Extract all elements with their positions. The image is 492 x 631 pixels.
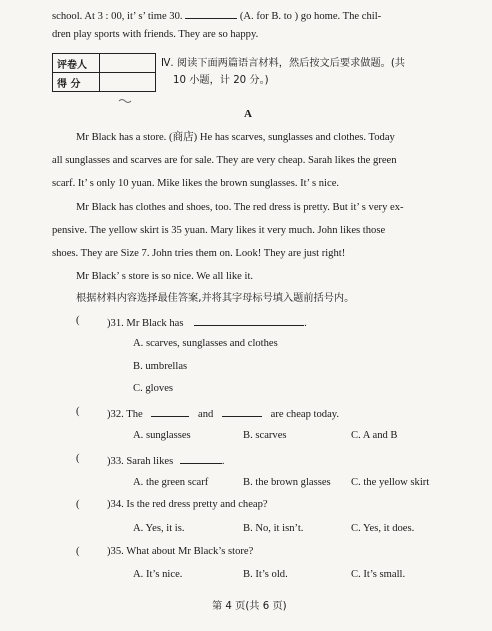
passage-title: A (244, 108, 252, 120)
passage-p1-line2: all sunglasses and scarves are for sale. They are very cheap. Sarah likes the green (52, 155, 397, 166)
section-heading-line1: Ⅳ. 阅读下面两篇语言材料，然后按文后要求做题。(共 (161, 58, 405, 69)
grader-cell[interactable] (100, 54, 156, 73)
passage-p2-line1: Mr Black has clothes and shoes, too. The red dress is pretty. But it’ s very ex- (76, 202, 404, 213)
line1-part-a: school. At 3 : 00, it’ s’ time 30. (52, 11, 183, 22)
q35-option-c[interactable]: C. It’s small. (351, 569, 406, 580)
q31-option-a[interactable]: A. scarves, sunglasses and clothes (133, 338, 278, 349)
q31-paren[interactable]: ( (76, 315, 80, 326)
q35-option-a[interactable]: A. It’s nice. (133, 569, 183, 580)
continued-text-line1 (52, 7, 381, 24)
q34-option-c[interactable]: C. Yes, it does. (351, 523, 415, 534)
passage-p1-line1: Mr Black has a store. (商店) He has scarves, sunglasses and clothes. Today (76, 132, 395, 143)
q32-option-a[interactable]: A. sunglasses (133, 430, 191, 441)
answer-blank[interactable] (185, 7, 237, 19)
passage-p2-line3: shoes. They are Size 7. John tries them on. Look! They are just right! (52, 248, 346, 259)
q31-stem-text: )31. Mr Black has (107, 318, 184, 329)
q32-stem-b: and (198, 409, 214, 420)
scan-mark-icon (118, 98, 134, 104)
q34-paren[interactable]: ( (76, 499, 80, 510)
q33-stem: )33. Sarah likes . (107, 452, 225, 469)
q33-paren[interactable]: ( (76, 453, 80, 464)
q31-stem: )31. Mr Black has . (107, 314, 307, 331)
q33-option-c[interactable]: C. the yellow skirt (351, 477, 430, 488)
q32-stem (107, 405, 339, 422)
instruction-text: 根据材料内容选择最佳答案,并将其字母标号填入题前括号内。 (76, 293, 355, 304)
q32-blank-1[interactable] (151, 405, 189, 417)
q32-blank-2[interactable] (222, 405, 262, 417)
q34-option-a[interactable]: A. Yes, it is. (133, 523, 185, 534)
passage-p3: Mr Black’ s store is so nice. We all like it. (76, 271, 254, 282)
passage-p1-line3: scarf. It’ s only 10 yuan. Mike likes the brown sunglasses. It’ s nice. (52, 178, 340, 189)
q32-option-c[interactable]: C. A and B (351, 430, 398, 441)
q35-paren[interactable]: ( (76, 546, 80, 557)
q33-option-a[interactable]: A. the green scarf (133, 477, 209, 488)
grader-label: 评卷人 (53, 54, 100, 73)
passage-p2-line2: pensive. The yellow skirt is 35 yuan. Mary likes it very much. John likes those (52, 225, 386, 236)
section-heading-line2: 10 小题，计 20 分。) (173, 75, 269, 86)
q33-stem-text: )33. Sarah likes (107, 456, 174, 467)
q31-option-c[interactable]: C. gloves (133, 383, 174, 394)
q33-blank[interactable] (180, 452, 222, 464)
q34-option-b[interactable]: B. No, it isn’t. (243, 523, 304, 534)
q32-paren[interactable]: ( (76, 406, 80, 417)
q32-option-b[interactable]: B. scarves (243, 430, 287, 441)
q34-stem: )34. Is the red dress pretty and cheap? (107, 499, 268, 510)
line1-part-b: (A. for B. to ) go home. The chil- (239, 11, 382, 22)
q31-option-b[interactable]: B. umbrellas (133, 361, 188, 372)
q33-option-b[interactable]: B. the brown glasses (243, 477, 331, 488)
q35-option-b[interactable]: B. It’s old. (243, 569, 288, 580)
score-box (52, 53, 156, 92)
page-number: 第 4 页(共 6 页) (212, 601, 287, 612)
q35-stem: )35. What about Mr Black’s store? (107, 546, 254, 557)
score-label: 得 分 (53, 73, 100, 92)
q31-blank[interactable] (194, 314, 304, 326)
q32-stem-c: are cheap today. (270, 409, 340, 420)
score-cell[interactable] (100, 73, 156, 92)
q32-stem-a: )32. The (107, 409, 143, 420)
continued-text-line2: dren play sports with friends. They are so happy. (52, 29, 259, 40)
